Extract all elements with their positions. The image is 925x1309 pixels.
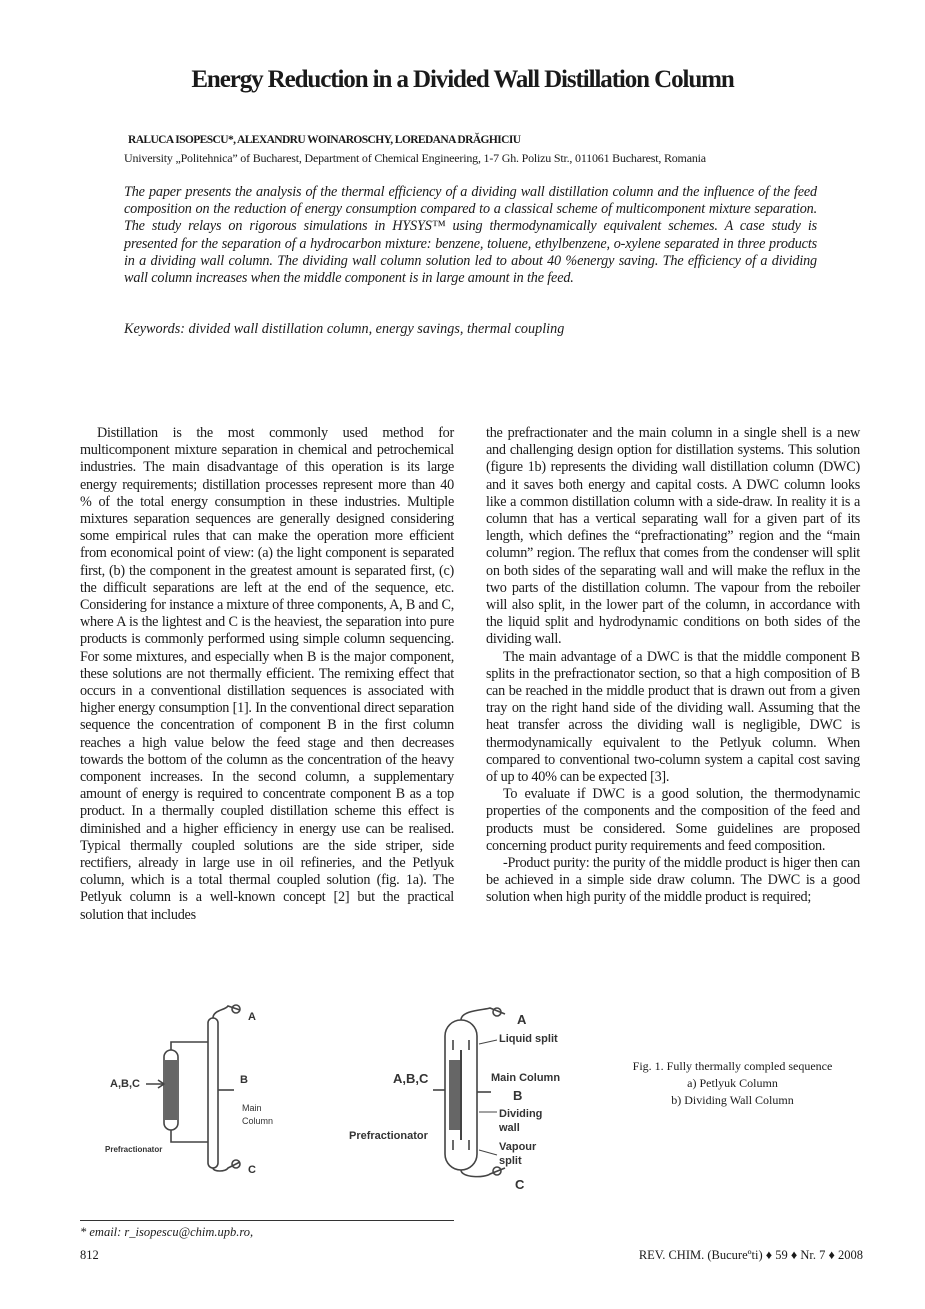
body-column-right (486, 425, 860, 907)
caption-line: b) Dividing Wall Column (671, 1093, 794, 1107)
keywords: Keywords: divided wall distillation column, energy savings, thermal coupling (124, 321, 565, 337)
abstract: The paper presents the analysis of the thermal efficiency of a dividing wall distillation column and the influence of the feed composition on the reduction of energy consumption compared to a classical scheme of multicomponent mixture separation. The study relays on rigorous simulations in HYSYS™ using thermodynamically equivalent schemes. A case study is presented for the separation of a hydrocarbon mixture: benzene, toluene, ethylbenzene, o-xylene separated in three products in a dividing wall column. The dividing wall column solution led to about 40 %energy saving. The efficiency of a dividing wall column increases when the middle component is in large amount in the feed. (124, 184, 817, 287)
paragraph: -Product purity: the purity of the middle product is higer then can be achieved in a simple side draw column. The DWC is a good solution when high purity of the middle product is required; (486, 855, 860, 906)
middle-product-label: B (240, 1074, 248, 1086)
liquid-split-arrows (453, 1040, 469, 1050)
figure-1a-petlyuk-diagram (100, 1000, 290, 1180)
paragraph: the prefractionater and the main column in a single shell is a new and challenging design option for distillation systems. This solution (figure 1b) represents the dividing wall distillation column (DWC) and it saves both energy and capital costs. A DWC column looks like a common distillation column with a side-draw. In reality it is a column that has a vertical separating wall for a given part of its length, which defines the “prefractionating” region and the “main column” region. The reflux that comes from the condenser will split on both sides of the separating wall and will make the reflux in the two parts of the distillation column. The vapour from the reboiler will also split, in the lower part of the column, in accordance with the liquid split and hydrodynamic conditions on both sides of the dividing wall. (486, 425, 860, 648)
prefractionator-label: Prefractionator (105, 1145, 163, 1154)
page-number: 812 (80, 1248, 99, 1262)
liquid-split-label: Liquid split (499, 1033, 558, 1045)
affiliation: University „Politehnica” of Bucharest, Department of Chemical Engineering, 1-7 Gh. Polizu Str., 011061 Bucharest, Romania (124, 151, 706, 165)
condenser-line (461, 1008, 505, 1020)
paper-title: Energy Reduction in a Divided Wall Distillation Column (191, 66, 734, 93)
paragraph: To evaluate if DWC is a good solution, the thermodynamic properties of the components and the composition of the feed and products must be considered. Some guidelines are proposed concerning product purity requirements and feed composition. (486, 786, 860, 854)
vapour-split-label-line2: split (499, 1155, 522, 1167)
footnote-divider (80, 1220, 454, 1221)
main-label-line2: Column (242, 1116, 274, 1126)
dividing-wall-label-line2: wall (499, 1122, 520, 1134)
feed-label: A,B,C (110, 1078, 140, 1090)
footnote-email: * email: r_isopescu@chim.upb.ro, (80, 1225, 254, 1239)
journal-reference: REV. CHIM. (Bucureºti) ♦ 59 ♦ Nr. 7 ♦ 2008 (638, 1248, 863, 1262)
body-column-left (80, 425, 454, 924)
vapour-split-arrows (453, 1140, 469, 1150)
condenser-line (213, 1006, 240, 1018)
callout-lines (479, 1040, 497, 1155)
vapour-split-label-line1: Vapour (499, 1141, 537, 1153)
figure-1b-dwc-diagram (345, 1000, 585, 1198)
author-list: RALUCA ISOPESCU*, ALEXANDRU WOINAROSCHY, LOREDANA DRĂGHICIU (128, 134, 521, 146)
dividing-wall-packing (449, 1060, 460, 1130)
prefractionator-packing (165, 1060, 177, 1120)
bottom-product-label: C (515, 1177, 525, 1192)
feed-label: A,B,C (393, 1071, 429, 1086)
top-product-label: A (517, 1012, 527, 1027)
prefractionator-label: Prefractionator (349, 1130, 428, 1142)
caption-line: Fig. 1. Fully thermally compled sequence (632, 1059, 833, 1073)
dividing-wall-label-line1: Dividing (499, 1108, 543, 1120)
middle-product-label: B (513, 1088, 523, 1103)
main-label-line1: Main (242, 1103, 262, 1113)
paragraph: Distillation is the most commonly used method for multicomponent mixture separation in chemical and petrochemical industries. The main disadvantage of this operation is its large energy requirements; distillation processes represent more than 40 % of the total energy consumption in these industries. Multiple mixtures separation sequences are generally designed considering some empirical rules that can make the operation more efficient from economical point of view: (a) the light component is separated first, (b) the component in the greatest amount is separated first, (c) the difficult separations are left at the end of the sequence, etc. Considering for instance a mixture of three components, A, B and C, where A is the lightest and C is the heaviest, the separation into pure products is commonly performed using simple column sequencing. For some mixtures, and especially when B is the major component, these solutions are not thermally efficient. The remixing effect that occurs in a conventional distillation sequences is associated with higher energy consumption [1]. In the conventional direct separation sequence the concentration of component B in the first column reaches a high value below the feed stage and then decreases towards the bottom of the column as the concentration of the heavy component increases. In the second column, a supplementary amount of energy is required to concentrate component B as a top product. In a thermally coupled distillation scheme this effect is diminished and a higher efficiency in energy use can be realised. Typical thermally coupled solutions are the side striper, side rectifiers, already in large use in oil refineries, and the Petlyuk column, which is a total thermal coupled solution (fig. 1a). The Petlyuk column is a well-known concept [2] but the practical solution that includes (80, 425, 454, 923)
figure-caption (605, 1058, 860, 1109)
top-product-label: A (248, 1011, 256, 1023)
paragraph: The main advantage of a DWC is that the middle component B splits in the prefractionator section, so that a high composition of B can be reached in the middle product that is drawn out from a given tray on the right hand side of the dividing wall. Assuming that the heat transfer across the dividing wall is negligible, DWC is thermodynamically equivalent to the Petlyuk column. When compared to conventional two-column system a capital cost saving of up to 40% can be expected [3]. (486, 648, 860, 786)
caption-line: a) Petlyuk Column (687, 1076, 778, 1090)
bottom-product-label: C (248, 1164, 256, 1176)
main-column-label: Main Column (491, 1072, 561, 1084)
main-column-shape (208, 1018, 218, 1168)
